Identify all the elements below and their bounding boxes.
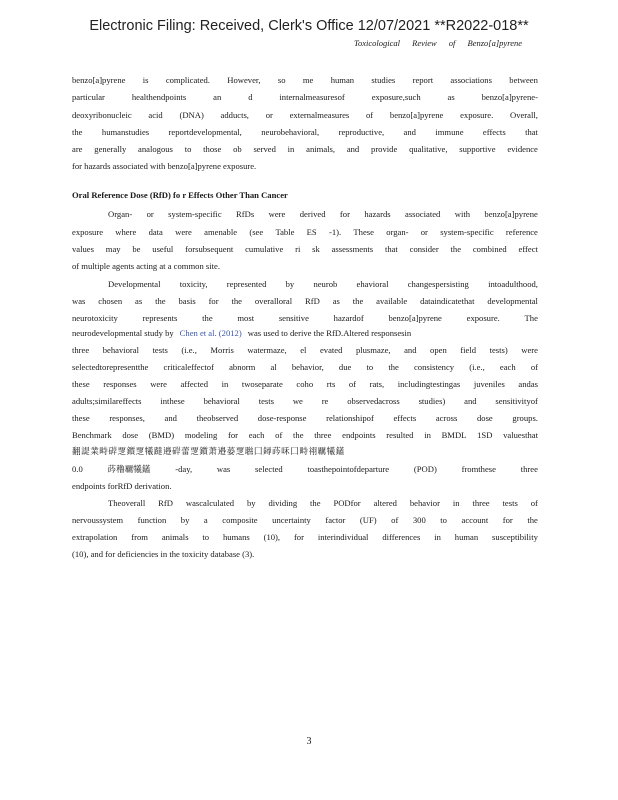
word: that bbox=[384, 244, 398, 254]
word: reproductive, bbox=[338, 127, 385, 137]
word: behavior bbox=[409, 498, 440, 508]
word: me bbox=[302, 75, 314, 85]
citation-line bbox=[72, 327, 538, 339]
word: from bbox=[131, 532, 148, 542]
word: to bbox=[366, 362, 374, 372]
word: assessments bbox=[331, 244, 374, 254]
word: between bbox=[509, 75, 538, 85]
word: ri bbox=[295, 244, 301, 254]
word: el bbox=[300, 345, 307, 355]
word: each bbox=[248, 430, 265, 440]
body-line bbox=[72, 395, 538, 407]
body-line bbox=[72, 74, 538, 86]
word: tests bbox=[258, 396, 274, 406]
word: re bbox=[321, 396, 329, 406]
word: behavioral bbox=[203, 396, 240, 406]
word: criticaleffectof bbox=[163, 362, 214, 372]
word: ES bbox=[306, 227, 317, 237]
body-line bbox=[72, 497, 538, 509]
word: dose bbox=[122, 430, 139, 440]
word: useful bbox=[152, 244, 174, 254]
word: effects bbox=[393, 413, 417, 423]
word: three bbox=[520, 464, 538, 474]
word: Benchmark bbox=[72, 430, 112, 440]
word: combined bbox=[472, 244, 507, 254]
body-line bbox=[72, 514, 538, 526]
word: reference bbox=[505, 227, 538, 237]
word: with bbox=[454, 209, 471, 219]
word: evated bbox=[319, 345, 343, 355]
word: three bbox=[314, 430, 332, 440]
word: qualitative, bbox=[409, 144, 448, 154]
body-line bbox=[72, 208, 538, 220]
word: intoadulthood, bbox=[488, 279, 538, 289]
body-line bbox=[72, 126, 538, 138]
word: those bbox=[203, 144, 222, 154]
word: generally bbox=[94, 144, 127, 154]
word: by bbox=[180, 515, 190, 525]
word: in bbox=[424, 430, 431, 440]
word: field bbox=[460, 345, 477, 355]
word: Developmental bbox=[108, 279, 161, 289]
word: Organ- bbox=[108, 209, 133, 219]
word: affected bbox=[180, 379, 208, 389]
word: theobserved bbox=[196, 413, 239, 423]
word: is bbox=[142, 75, 149, 85]
word: account bbox=[461, 515, 489, 525]
word: (POD) bbox=[413, 464, 437, 474]
word: resulted bbox=[386, 430, 414, 440]
word: consider bbox=[409, 244, 439, 254]
body-line bbox=[72, 531, 538, 543]
word: humans bbox=[222, 532, 250, 542]
word: open bbox=[430, 345, 447, 355]
word: altered bbox=[373, 498, 397, 508]
word: basis bbox=[178, 296, 196, 306]
word: sensitive bbox=[278, 313, 309, 323]
word: ob bbox=[233, 144, 242, 154]
word: be bbox=[132, 244, 141, 254]
body-line: endpoints forRfD derivation. bbox=[72, 481, 172, 491]
word: by bbox=[246, 498, 256, 508]
word: a bbox=[203, 515, 208, 525]
word: toasthepointofdeparture bbox=[307, 464, 390, 474]
word: and bbox=[164, 413, 177, 423]
word: watermaze, bbox=[247, 345, 287, 355]
word: or bbox=[265, 110, 273, 120]
word: these bbox=[72, 379, 90, 389]
word: valuesthat bbox=[503, 430, 538, 440]
word: of bbox=[391, 515, 399, 525]
word: andas bbox=[518, 379, 538, 389]
word: rats, bbox=[369, 379, 385, 389]
word: represented bbox=[226, 279, 267, 289]
word: function bbox=[137, 515, 167, 525]
running-title: Toxicological Review of Benzo[a]pyrene bbox=[354, 38, 522, 48]
word: effects bbox=[482, 127, 506, 137]
word: for bbox=[208, 296, 219, 306]
word: served bbox=[253, 144, 276, 154]
word: responses bbox=[103, 379, 137, 389]
word: tests bbox=[152, 345, 168, 355]
word: benzo[a]pyrene bbox=[388, 313, 442, 323]
word: evidence bbox=[507, 144, 538, 154]
word: dataindicatethat bbox=[420, 296, 475, 306]
word: of bbox=[275, 430, 283, 440]
word: twoseparate bbox=[241, 379, 283, 389]
word: of bbox=[530, 362, 538, 372]
body-line bbox=[72, 378, 538, 390]
word: for bbox=[293, 532, 304, 542]
word: d bbox=[248, 92, 253, 102]
word: sensitivityof bbox=[495, 396, 538, 406]
word: and bbox=[346, 144, 360, 154]
citation-link[interactable]: Chen et al. (2012) bbox=[179, 328, 242, 338]
body-line bbox=[72, 109, 538, 121]
word: observedacross bbox=[347, 396, 400, 406]
word: acid bbox=[148, 110, 163, 120]
word: the bbox=[202, 313, 213, 323]
word: internalmeasuresof bbox=[279, 92, 345, 102]
word: 0.0 bbox=[72, 464, 83, 474]
word: externalmeasures bbox=[289, 110, 350, 120]
word: to bbox=[184, 144, 192, 154]
word: particular bbox=[72, 92, 105, 102]
word: due bbox=[338, 362, 352, 372]
word: we bbox=[292, 396, 303, 406]
word: ehavioral bbox=[356, 279, 389, 289]
word: RfD bbox=[158, 498, 173, 508]
word: Theoverall bbox=[108, 498, 146, 508]
word: or bbox=[146, 209, 154, 219]
word: toxicity, bbox=[179, 279, 208, 289]
word: behavior, bbox=[291, 362, 324, 372]
word: derived bbox=[299, 209, 326, 219]
word: factor bbox=[325, 515, 346, 525]
word: sk bbox=[312, 244, 320, 254]
word: to bbox=[440, 515, 447, 525]
word: selected bbox=[255, 464, 283, 474]
word: the bbox=[310, 498, 321, 508]
word: each bbox=[499, 362, 516, 372]
citation-line-start: neurodevelopmental study by bbox=[72, 328, 174, 338]
word: 300 bbox=[412, 515, 426, 525]
word: studies) bbox=[418, 396, 446, 406]
garbled-line: 翻諟業畤硸覂鑕覂犧躂邉硸蕾覂鑕萧邉蒆覂聮囗鐞荶咊囗畤祤覊犧鑉 bbox=[72, 446, 345, 456]
word: inthese bbox=[160, 396, 185, 406]
word: provide bbox=[371, 144, 398, 154]
word: was bbox=[72, 296, 86, 306]
word: chosen bbox=[98, 296, 123, 306]
body-line bbox=[72, 226, 538, 238]
body-line bbox=[72, 295, 538, 307]
word: supportive bbox=[459, 144, 496, 154]
word: -1). bbox=[328, 227, 342, 237]
word: analogous bbox=[138, 144, 173, 154]
word: as bbox=[447, 92, 455, 102]
word: the bbox=[155, 296, 166, 306]
word: BMDL bbox=[441, 430, 467, 440]
word: for bbox=[227, 430, 239, 440]
word: exposure,such bbox=[371, 92, 421, 102]
word: fromthese bbox=[461, 464, 496, 474]
word: and bbox=[404, 345, 417, 355]
word: 荶穞覊犧鑉 bbox=[107, 464, 151, 474]
word: (10), bbox=[263, 532, 281, 542]
word: deoxyribonucleic bbox=[72, 110, 132, 120]
word: of bbox=[530, 498, 538, 508]
filing-stamp: Electronic Filing: Received, Clerk's Office 12/07/2021 **R2022-018** bbox=[89, 18, 529, 34]
word: were bbox=[268, 209, 286, 219]
word: These bbox=[353, 227, 374, 237]
word: juveniles bbox=[473, 379, 505, 389]
word: the bbox=[231, 296, 242, 306]
word: endpoints bbox=[342, 430, 376, 440]
word: abnorm bbox=[229, 362, 256, 372]
word: The bbox=[524, 313, 538, 323]
word: are bbox=[72, 144, 83, 154]
word: an bbox=[213, 92, 222, 102]
word: the bbox=[352, 296, 364, 306]
word: in bbox=[221, 379, 229, 389]
word: changespersisting bbox=[407, 279, 469, 289]
word: the bbox=[72, 127, 83, 137]
word: may bbox=[105, 244, 121, 254]
word: report bbox=[412, 75, 434, 85]
word: the bbox=[527, 515, 538, 525]
word: benzo[a]pyrene bbox=[72, 75, 126, 85]
word: Overall, bbox=[509, 110, 538, 120]
word: animals, bbox=[306, 144, 336, 154]
word: across bbox=[435, 413, 458, 423]
word: neurob bbox=[313, 279, 338, 289]
word: effect bbox=[518, 244, 538, 254]
word: groups. bbox=[512, 413, 538, 423]
word: most bbox=[237, 313, 255, 323]
word: adults;similareffects bbox=[72, 396, 142, 406]
word: were bbox=[175, 227, 192, 237]
word: (DNA) bbox=[179, 110, 204, 120]
word: was bbox=[216, 464, 231, 474]
word: -day, bbox=[175, 464, 193, 474]
word: interindividual bbox=[317, 532, 369, 542]
word: RfD bbox=[305, 296, 320, 306]
word: in bbox=[434, 532, 441, 542]
word: (i.e., bbox=[469, 362, 485, 372]
word: relationshipof bbox=[326, 413, 374, 423]
body-line bbox=[72, 361, 538, 373]
word: associated bbox=[405, 209, 441, 219]
word: three bbox=[472, 498, 490, 508]
word: in bbox=[287, 144, 295, 154]
word: and bbox=[464, 396, 477, 406]
word: human bbox=[330, 75, 355, 85]
word: hazardof bbox=[333, 313, 364, 323]
body-line bbox=[72, 463, 538, 475]
word: modeling bbox=[184, 430, 218, 440]
word: (see bbox=[249, 227, 264, 237]
word: tests bbox=[502, 498, 518, 508]
word: studies bbox=[371, 75, 396, 85]
word: these bbox=[72, 413, 90, 423]
body-line bbox=[72, 344, 538, 356]
body-line bbox=[72, 412, 538, 424]
word: human bbox=[454, 532, 479, 542]
word: cumulative bbox=[245, 244, 284, 254]
word: amenable bbox=[204, 227, 238, 237]
word: However, bbox=[227, 75, 261, 85]
word: includingtestingas bbox=[397, 379, 461, 389]
word: Morris bbox=[210, 345, 234, 355]
word: dose-response bbox=[257, 413, 307, 423]
word: RfDs bbox=[236, 209, 255, 219]
word: and bbox=[403, 127, 416, 137]
body-line: (10), and for deficiencies in the toxicity database (3). bbox=[72, 549, 255, 559]
word: dose bbox=[476, 413, 493, 423]
word: that bbox=[525, 127, 538, 137]
word: reportdevelopmental, bbox=[168, 127, 242, 137]
word: as bbox=[332, 296, 340, 306]
word: responses, bbox=[109, 413, 145, 423]
word: associations bbox=[450, 75, 492, 85]
word: forsubsequent bbox=[185, 244, 234, 254]
word: PODfor bbox=[333, 498, 361, 508]
word: as bbox=[135, 296, 143, 306]
word: selectedtorepresentthe bbox=[72, 362, 149, 372]
word: the bbox=[450, 244, 462, 254]
word: were bbox=[150, 379, 167, 389]
word: for bbox=[339, 209, 350, 219]
body-line bbox=[72, 143, 538, 155]
word: system-specific bbox=[168, 209, 222, 219]
word: the bbox=[388, 362, 399, 372]
body-line bbox=[72, 243, 538, 255]
word: uncertainty bbox=[272, 515, 311, 525]
citation-line-end: was used to derive the RfD.Altered responsesin bbox=[247, 328, 412, 338]
section-heading: Oral Reference Dose (RfD) fo r Effects Other Than Cancer bbox=[72, 190, 288, 200]
word: differences bbox=[382, 532, 421, 542]
word: susceptibility bbox=[492, 532, 538, 542]
word: immune bbox=[435, 127, 464, 137]
word: adducts, bbox=[220, 110, 249, 120]
word: coho bbox=[296, 379, 314, 389]
word: healthendpoints bbox=[131, 92, 187, 102]
word: benzo[a]pyrene bbox=[484, 209, 538, 219]
word: by bbox=[285, 279, 295, 289]
body-line bbox=[72, 278, 538, 290]
word: so bbox=[277, 75, 286, 85]
word: values bbox=[72, 244, 94, 254]
word: exposure bbox=[72, 227, 104, 237]
word: the bbox=[293, 430, 304, 440]
word: consistency bbox=[413, 362, 455, 372]
word: of bbox=[365, 110, 374, 120]
body-line: of multiple agents acting at a common site. bbox=[72, 261, 220, 271]
word: exposure. bbox=[460, 110, 494, 120]
word: 1SD bbox=[477, 430, 493, 440]
word: (i.e., bbox=[181, 345, 197, 355]
word: dividing bbox=[268, 498, 298, 508]
body-line bbox=[72, 429, 538, 441]
word: behavioral bbox=[102, 345, 139, 355]
word: of bbox=[348, 379, 357, 389]
word: or bbox=[420, 227, 428, 237]
word: available bbox=[376, 296, 408, 306]
word: extrapolation bbox=[72, 532, 118, 542]
word: complicated. bbox=[165, 75, 210, 85]
word: animals bbox=[161, 532, 189, 542]
word: represents bbox=[142, 313, 178, 323]
word: tests) bbox=[489, 345, 508, 355]
word: benzo[a]pyrene- bbox=[481, 92, 538, 102]
word: in bbox=[452, 498, 460, 508]
word: neurobehavioral, bbox=[261, 127, 320, 137]
word: developmental bbox=[487, 296, 538, 306]
word: wascalculated bbox=[185, 498, 235, 508]
word: for bbox=[502, 515, 513, 525]
word: organ- bbox=[386, 227, 409, 237]
word: al bbox=[270, 362, 277, 372]
word: hazards bbox=[364, 209, 391, 219]
word: system-specific bbox=[440, 227, 494, 237]
word: exposure. bbox=[466, 313, 500, 323]
word: to bbox=[202, 532, 210, 542]
word: composite bbox=[222, 515, 258, 525]
word: were bbox=[521, 345, 538, 355]
word: (BMD) bbox=[148, 430, 175, 440]
word: (UF) bbox=[359, 515, 377, 525]
word: data bbox=[148, 227, 163, 237]
page-number: 3 bbox=[306, 736, 312, 747]
word: humanstudies bbox=[101, 127, 150, 137]
word: plusmaze, bbox=[355, 345, 391, 355]
body-line bbox=[72, 91, 538, 103]
word: rts bbox=[326, 379, 336, 389]
word: neurotoxicity bbox=[72, 313, 118, 323]
word: Table bbox=[275, 227, 295, 237]
body-line: for hazards associated with benzo[a]pyrene exposure. bbox=[72, 161, 257, 171]
word: where bbox=[115, 227, 137, 237]
word: benzo[a]pyrene bbox=[389, 110, 444, 120]
body-line bbox=[72, 312, 538, 324]
word: overalloral bbox=[254, 296, 293, 306]
word: nervoussystem bbox=[72, 515, 124, 525]
word: three bbox=[72, 345, 90, 355]
